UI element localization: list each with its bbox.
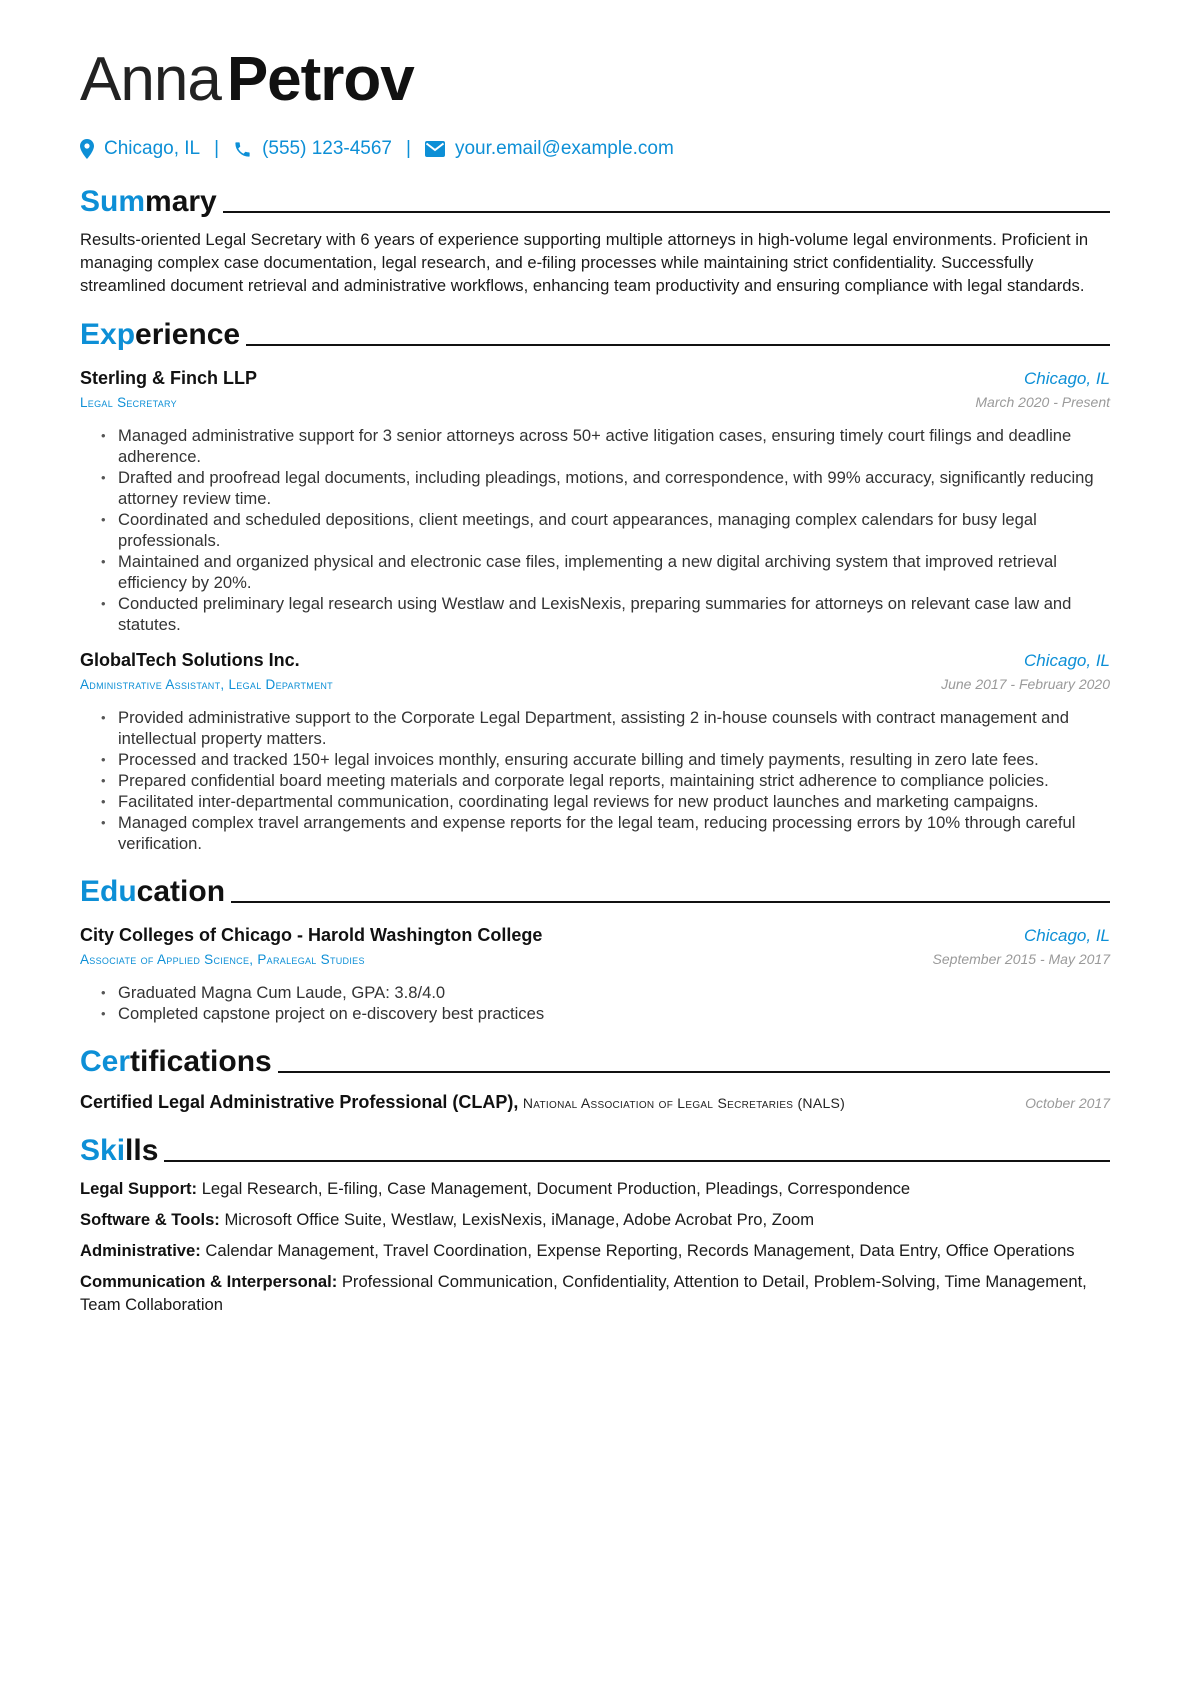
job-location: Chicago, IL [1024,369,1110,388]
envelope-icon [425,141,455,157]
school-name: City Colleges of Chicago - Harold Washington College [80,925,543,945]
skill-category: Legal Support: [80,1179,198,1198]
education-heading [80,868,1110,910]
degree: Associate of Applied Science, Paralegal Studies [80,952,365,967]
skills-heading [80,1127,1110,1169]
heading-rest: erience [135,318,241,351]
certification-comma: , [513,1092,519,1112]
job-dates: March 2020 - Present [975,394,1110,410]
job-dates: June 2017 - February 2020 [941,676,1110,692]
heading-rest: tifications [130,1045,272,1078]
contact-separator: | [406,138,411,159]
heading-rest: lls [125,1134,159,1167]
list-item: • Completed capstone project on e-discovery best practices [118,1003,1110,1024]
certification-issuer: National Association of Legal Secretaries (NALS) [522,1095,846,1111]
contact-phone[interactable] [233,138,392,160]
certifications-heading [80,1038,1110,1080]
contact-bar [80,134,1110,164]
skill-line [80,1208,1110,1231]
heading-rule [223,211,1110,213]
certification-date: October 2017 [1025,1095,1110,1111]
skill-items: Microsoft Office Suite, Westlaw, LexisNexis, iManage, Adobe Acrobat Pro, Zoom [224,1210,815,1229]
heading-rule [278,1071,1110,1073]
contact-location [80,138,200,160]
location-text: Chicago, IL [104,138,201,159]
map-pin-icon [80,139,104,159]
phone-icon [233,140,262,159]
list-item: • Managed administrative support for 3 senior attorneys across 50+ active litigation cases, ensuring timely court filings and deadline adherence. [118,425,1110,467]
employer-name: GlobalTech Solutions Inc. [80,650,300,670]
first-name: Anna [80,45,221,114]
experience-entry [80,365,1110,635]
job-title: Legal Secretary [80,395,177,410]
skill-items: Calendar Management, Travel Coordination, Expense Reporting, Records Management, Data Entry, Office Operations [205,1241,1075,1260]
skill-category: Communication & Interpersonal: [80,1272,338,1291]
experience-entry [80,647,1110,854]
list-item: • Provided administrative support to the Corporate Legal Department, assisting 2 in-house counsels with contract management and intellectual property matters. [118,707,1110,749]
heading-accent: Edu [80,875,137,908]
education-dates: September 2015 - May 2017 [932,951,1110,967]
skill-items: Legal Research, E-filing, Case Management, Document Production, Pleadings, Correspondence [201,1179,911,1198]
skill-line [80,1177,1110,1200]
school-location: Chicago, IL [1024,926,1110,945]
skill-line [80,1239,1110,1262]
list-item: • Drafted and proofread legal documents, including pleadings, motions, and correspondence, with 99% accuracy, significantly reducing attorney review time. [118,467,1110,509]
heading-rule [164,1160,1110,1162]
experience-heading [80,311,1110,353]
job-bullets [80,425,1110,635]
heading-rest: cation [136,875,226,908]
list-item: • Maintained and organized physical and electronic case files, implementing a new digital archiving system that improved retrieval efficiency by 20%. [118,551,1110,593]
list-item: • Prepared confidential board meeting materials and corporate legal reports, maintaining strict adherence to compliance policies. [118,770,1110,791]
job-bullets [80,707,1110,854]
heading-accent: Sum [80,185,146,218]
list-item: • Conducted preliminary legal research using Westlaw and LexisNexis, preparing summaries for attorneys on relevant case law and statutes. [118,593,1110,635]
education-entry [80,922,1110,1024]
list-item: • Graduated Magna Cum Laude, GPA: 3.8/4.0 [118,982,1110,1003]
heading-rest: mary [145,185,217,218]
heading-accent: Cer [80,1045,131,1078]
phone-text: (555) 123-4567 [262,138,392,159]
summary-text: Results-oriented Legal Secretary with 6 years of experience supporting multiple attorneys in high-volume legal environments. Proficient in managing complex case documentation, legal research, and e-filing processes while maintaining strict confidentiality. Successfully streamlined document retrieval and administrative workflows, enhancing team productivity and ensuring compliance with legal standards. [80,230,1089,295]
skills-list [80,1177,1110,1316]
list-item: • Coordinated and scheduled depositions, client meetings, and court appearances, managing complex calendars for busy legal professionals. [118,509,1110,551]
skill-category: Administrative: [80,1241,201,1260]
employer-name: Sterling & Finch LLP [80,368,258,388]
heading-rule [231,901,1110,903]
certification-name: Certified Legal Administrative Professional (CLAP) [80,1092,514,1112]
education-bullets [80,982,1110,1024]
candidate-name [80,0,1110,120]
last-name: Petrov [226,45,414,114]
job-title: Administrative Assistant, Legal Department [80,677,333,692]
contact-separator: | [214,138,220,159]
list-item: • Processed and tracked 150+ legal invoices monthly, ensuring accurate billing and timely payments, resulting in zero late fees. [118,749,1110,770]
list-item: • Managed complex travel arrangements and expense reports for the legal team, reducing processing errors by 10% through careful verification. [118,812,1110,854]
heading-accent: Ski [80,1134,126,1167]
skill-line [80,1270,1110,1316]
summary-heading [80,178,1110,220]
heading-accent: Exp [80,318,136,351]
email-text: your.email@example.com [454,138,674,159]
job-location: Chicago, IL [1024,651,1110,670]
skill-category: Software & Tools: [80,1210,220,1229]
contact-email[interactable] [425,138,674,160]
list-item: • Facilitated inter-departmental communication, coordinating legal reviews for new product launches and marketing campaigns. [118,791,1110,812]
skill-items: Professional Communication, Confidentiality, Attention to Detail, Problem-Solving, Time Management, Team Collaboration [80,1272,1087,1314]
heading-rule [246,344,1110,346]
certification-entry [80,1092,1110,1113]
